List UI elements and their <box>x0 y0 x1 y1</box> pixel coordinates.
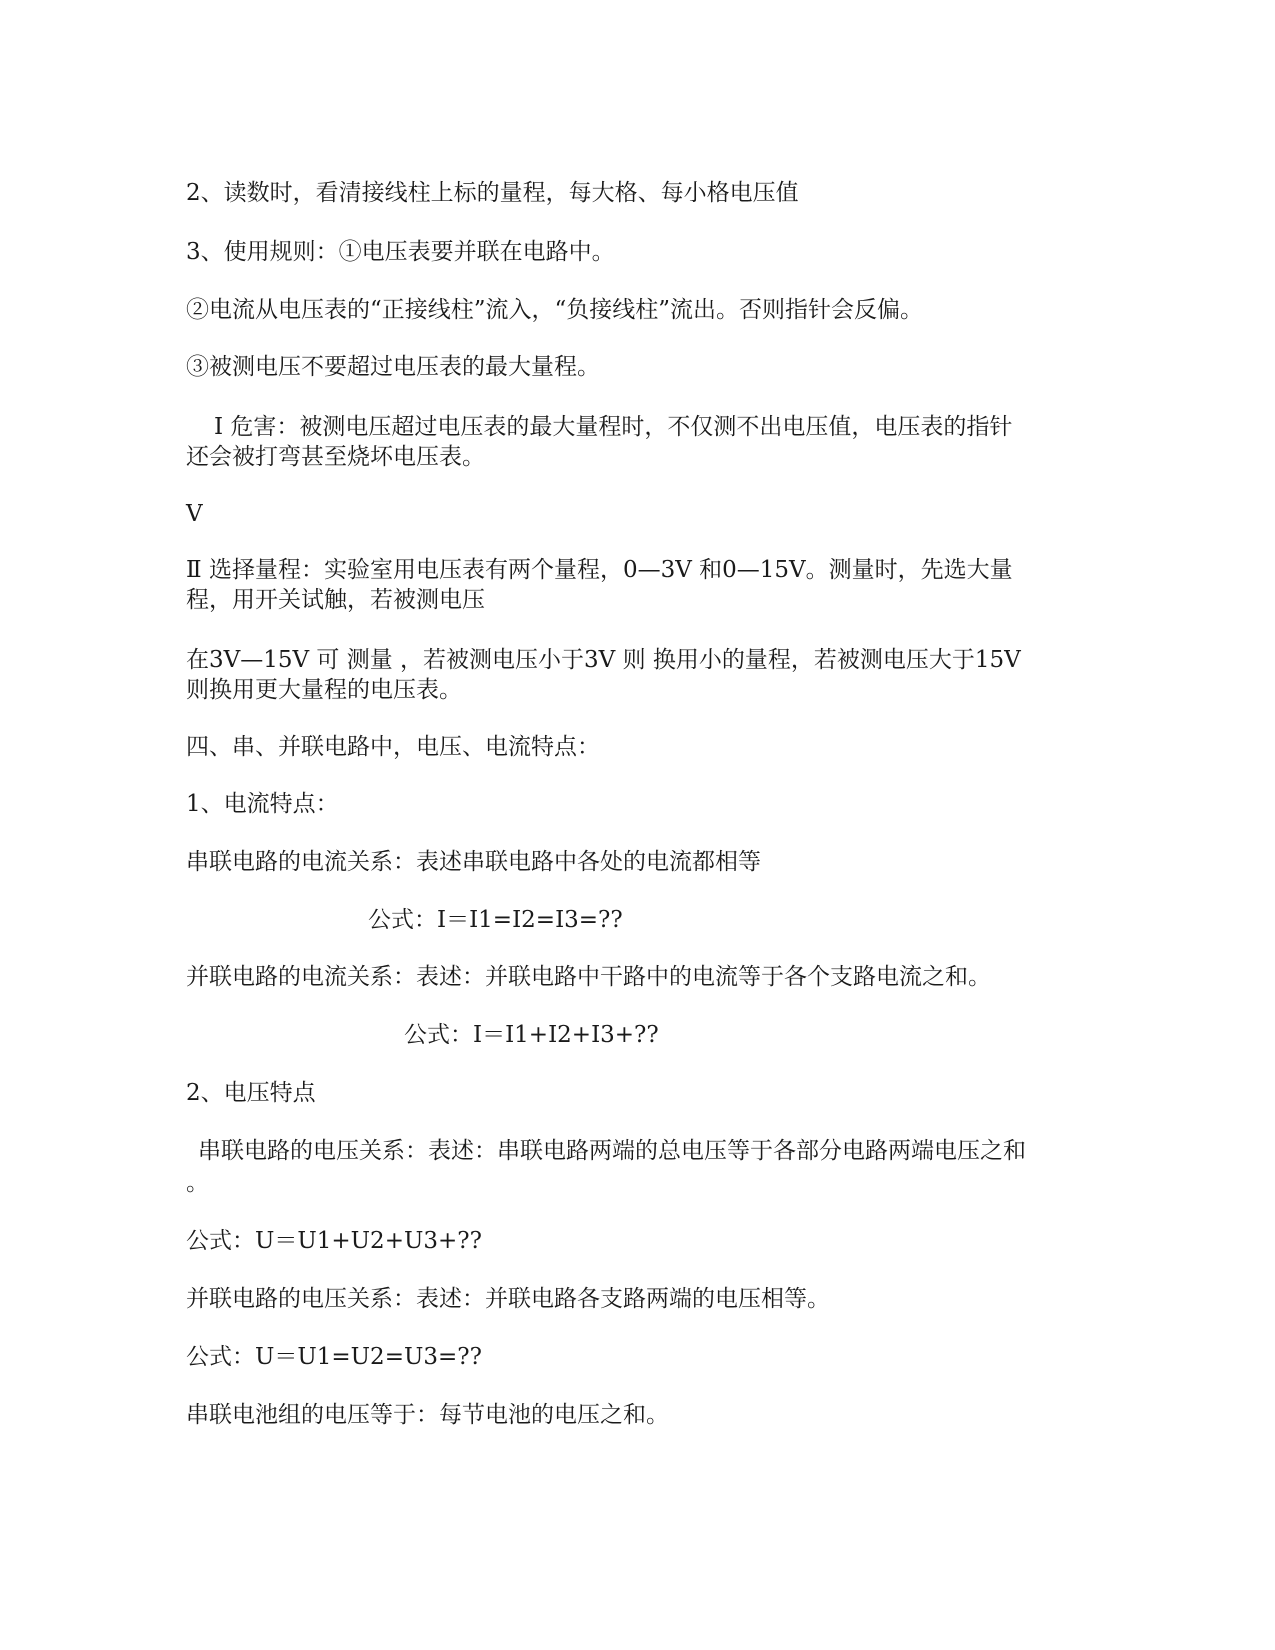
paragraph-range-select-line-1: Ⅱ 选择量程：实验室用电压表有两个量程，0—3V 和0—15V。测量时，先选大量 <box>186 557 1013 583</box>
subheading-current-features: 1、电流特点： <box>186 791 339 817</box>
paragraph-hazard-line-2: 还会被打弯甚至烧坏电压表。 <box>186 444 485 470</box>
paragraph-range-rule-line-1: 在3V—15V 可 测量 ，若被测电压小于3V 则 换用小的量程，若被测电压大于15V <box>186 647 1021 673</box>
paragraph-reading-tip: 2、读数时，看清接线柱上标的量程，每大格、每小格电压值 <box>186 180 799 206</box>
paragraph-battery-series-voltage: 串联电池组的电压等于：每节电池的电压之和。 <box>186 1402 669 1428</box>
paragraph-series-voltage-line-1: 串联电路的电压关系：表述：串联电路两端的总电压等于各部分电路两端电压之和 <box>198 1138 1026 1164</box>
formula-parallel-current: 公式：I＝I1+I2+I3+?? <box>404 1022 659 1048</box>
paragraph-usage-rule-3: ③被测电压不要超过电压表的最大量程。 <box>186 354 600 380</box>
paragraph-hazard-line-1: Ⅰ 危害：被测电压超过电压表的最大量程时，不仅测不出电压值，电压表的指针 <box>214 414 1013 440</box>
paragraph-range-rule-line-2: 则换用更大量程的电压表。 <box>186 677 462 703</box>
paragraph-voltmeter-symbol: V <box>186 501 203 527</box>
formula-series-voltage: 公式：U＝U1+U2+U3+?? <box>186 1228 482 1254</box>
section-heading-circuit-features: 四、串、并联电路中，电压、电流特点： <box>186 734 600 760</box>
formula-parallel-voltage: 公式：U＝U1=U2=U3=?? <box>186 1344 482 1370</box>
paragraph-range-select-line-2: 程，用开关试触，若被测电压 <box>186 587 485 613</box>
paragraph-usage-rule-1: 3、使用规则：①电压表要并联在电路中。 <box>186 239 615 265</box>
paragraph-parallel-current: 并联电路的电流关系：表述：并联电路中干路中的电流等于各个支路电流之和。 <box>186 964 991 990</box>
paragraph-usage-rule-2: ②电流从电压表的“正接线柱”流入，“负接线柱”流出。否则指针会反偏。 <box>186 297 924 323</box>
subheading-voltage-features: 2、电压特点 <box>186 1080 316 1106</box>
paragraph-series-voltage-line-2: 。 <box>186 1170 209 1196</box>
paragraph-parallel-voltage: 并联电路的电压关系：表述：并联电路各支路两端的电压相等。 <box>186 1286 830 1312</box>
paragraph-series-current: 串联电路的电流关系：表述串联电路中各处的电流都相等 <box>186 849 761 875</box>
formula-series-current: 公式：I＝I1=I2=I3=?? <box>368 907 623 933</box>
